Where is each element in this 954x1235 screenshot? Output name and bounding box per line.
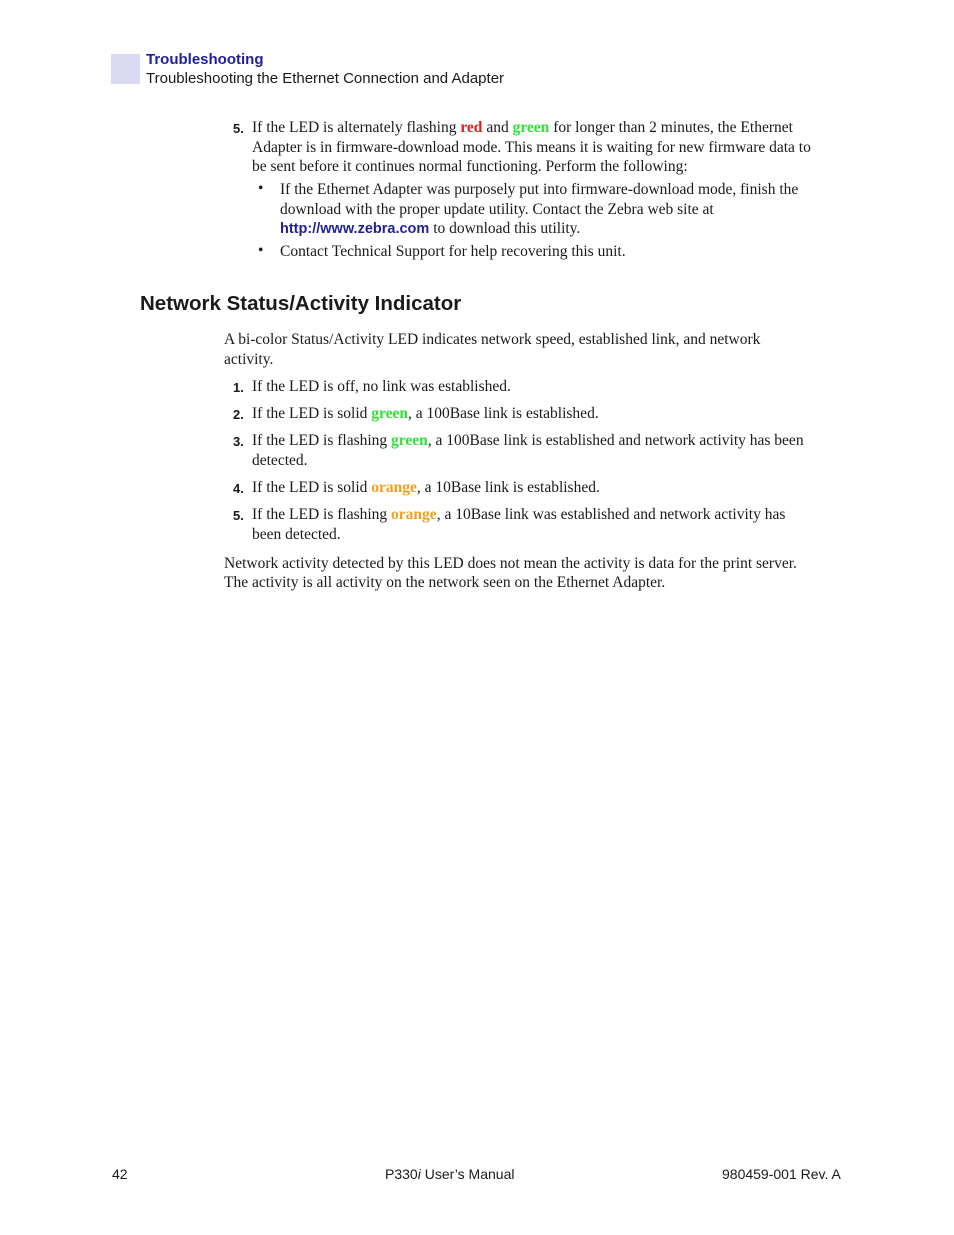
manual-title: P330i User’s Manual: [385, 1166, 515, 1182]
step-5-number: 5.: [233, 121, 244, 136]
item-1-text: If the LED is off, no link was established.: [252, 378, 511, 395]
intro-line-1: A bi-color Status/Activity LED indicates network speed, established link, and network: [224, 331, 761, 348]
bullet-1-line-3: http://www.zebra.com to download this utility.: [280, 220, 581, 237]
zebra-website-link[interactable]: http://www.zebra.com: [280, 221, 430, 237]
bullet-dot: •: [258, 242, 264, 259]
step-5-line-3: be sent before it continues normal functioning. Perform the following:: [252, 158, 688, 175]
item-4-text: If the LED is solid orange, a 10Base link is established.: [252, 479, 600, 496]
green-color-word: green: [371, 405, 408, 422]
orange-color-word: orange: [371, 479, 417, 496]
item-5-line-2: been detected.: [252, 526, 341, 543]
section-title: Troubleshooting: [146, 51, 264, 68]
item-3-text: If the LED is flashing green, a 100Base link is established and network activity has been: [252, 432, 804, 449]
orange-color-word: orange: [391, 506, 437, 523]
intro-line-2: activity.: [224, 351, 274, 368]
document-number: 980459-001 Rev. A: [722, 1166, 841, 1182]
item-4-number: 4.: [233, 481, 244, 496]
step-5-line-1: If the LED is alternately flashing red and green for longer than 2 minutes, the Ethernet: [252, 119, 793, 136]
page-number: 42: [112, 1166, 128, 1182]
network-status-heading: Network Status/Activity Indicator: [140, 292, 462, 315]
red-color-word: red: [460, 119, 483, 136]
bullet-1-line-2: download with the proper update utility. Contact the Zebra web site at: [280, 201, 714, 218]
item-2-text: If the LED is solid green, a 100Base link is established.: [252, 405, 599, 422]
closing-line-2: The activity is all activity on the network seen on the Ethernet Adapter.: [224, 574, 666, 591]
bullet-1-line-1: If the Ethernet Adapter was purposely put into firmware-download mode, finish the: [280, 181, 799, 198]
item-1-number: 1.: [233, 380, 244, 395]
green-color-word: green: [512, 119, 550, 136]
bullet-dot: •: [258, 180, 264, 197]
green-color-word: green: [391, 432, 428, 449]
item-2-number: 2.: [233, 407, 244, 422]
item-3-line-2: detected.: [252, 452, 308, 469]
bullet-2-line-1: Contact Technical Support for help recovering this unit.: [280, 243, 626, 260]
item-5-number: 5.: [233, 508, 244, 523]
section-subtitle: Troubleshooting the Ethernet Connection and Adapter: [146, 70, 505, 87]
item-5-text: If the LED is flashing orange, a 10Base link was established and network activity has: [252, 506, 786, 523]
item-3-number: 3.: [233, 434, 244, 449]
step-5-line-2: Adapter is in firmware-download mode. This means it is waiting for new firmware data to: [252, 139, 811, 156]
closing-line-1: Network activity detected by this LED does not mean the activity is data for the print server.: [224, 555, 797, 572]
section-tab-marker: [111, 54, 140, 84]
